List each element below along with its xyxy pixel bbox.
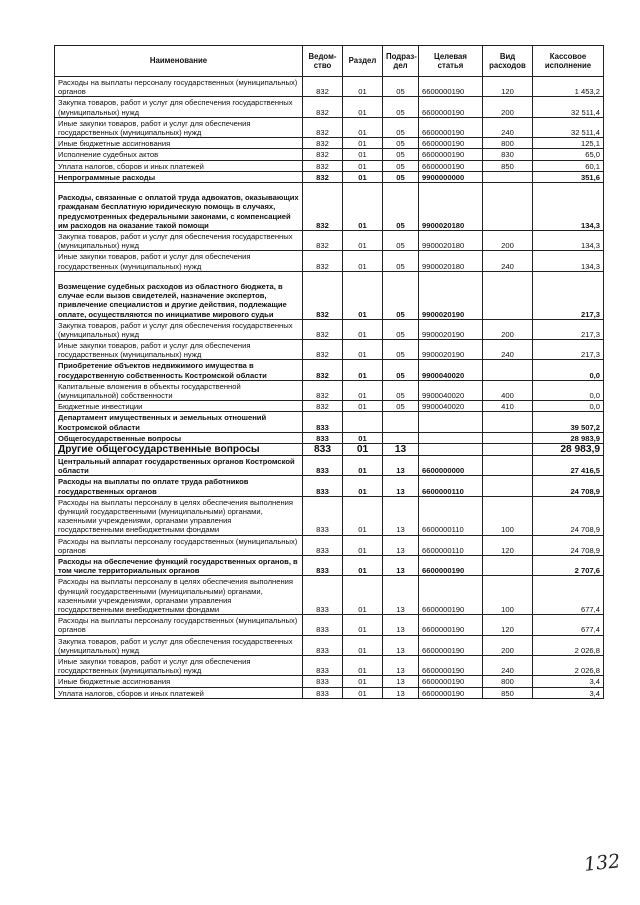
cell-celevaya-statya: 6600000190 — [419, 138, 483, 149]
cell-celevaya-statya: 6600000190 — [419, 160, 483, 171]
cell-celevaya-statya — [419, 432, 483, 443]
cell-razdel: 01 — [343, 271, 383, 319]
cell-podrazdel: 13 — [383, 444, 419, 456]
cell-kassovoe-ispolnenie: 217,3 — [533, 319, 604, 339]
cell-razdel: 01 — [343, 556, 383, 576]
cell-celevaya-statya: 9900020180 — [419, 182, 483, 230]
cell-name: Уплата налогов, сборов и иных платежей — [55, 687, 303, 698]
cell-name: Центральный аппарат государственных органов Костромской области — [55, 456, 303, 476]
cell-vedomstvo: 832 — [303, 182, 343, 230]
cell-razdel: 01 — [343, 251, 383, 271]
cell-vid-raskhodov: 800 — [483, 138, 533, 149]
table-row — [55, 496, 604, 535]
table-row — [55, 271, 604, 319]
table-row — [55, 615, 604, 635]
cell-vid-raskhodov: 830 — [483, 149, 533, 160]
table-row — [55, 444, 604, 456]
cell-razdel: 01 — [343, 360, 383, 380]
table-row — [55, 182, 604, 230]
cell-name: Непрограммные расходы — [55, 171, 303, 182]
cell-vid-raskhodov: 200 — [483, 635, 533, 655]
table-row — [55, 97, 604, 117]
table-row — [55, 380, 604, 400]
cell-razdel — [343, 412, 383, 432]
cell-razdel: 01 — [343, 456, 383, 476]
cell-podrazdel: 05 — [383, 319, 419, 339]
cell-vedomstvo: 833 — [303, 687, 343, 698]
cell-celevaya-statya: 9900020190 — [419, 271, 483, 319]
table-row — [55, 432, 604, 443]
cell-vedomstvo: 833 — [303, 456, 343, 476]
cell-podrazdel: 13 — [383, 676, 419, 687]
table-row — [55, 556, 604, 576]
cell-vid-raskhodov: 400 — [483, 380, 533, 400]
cell-razdel: 01 — [343, 576, 383, 615]
cell-celevaya-statya: 6600000190 — [419, 149, 483, 160]
cell-name: Уплата налогов, сборов и иных платежей — [55, 160, 303, 171]
cell-vid-raskhodov — [483, 432, 533, 443]
cell-razdel: 01 — [343, 117, 383, 137]
header-razdel: Раздел — [343, 46, 383, 77]
cell-name: Закупка товаров, работ и услуг для обеспечения государственных (муниципальных) нужд — [55, 97, 303, 117]
cell-podrazdel: 13 — [383, 476, 419, 496]
table-row — [55, 171, 604, 182]
cell-vid-raskhodov — [483, 182, 533, 230]
cell-podrazdel: 05 — [383, 117, 419, 137]
cell-vedomstvo: 832 — [303, 230, 343, 250]
cell-razdel: 01 — [343, 230, 383, 250]
cell-name: Расходы на выплаты персоналу государственных (муниципальных) органов — [55, 615, 303, 635]
cell-vid-raskhodov: 240 — [483, 655, 533, 675]
cell-kassovoe-ispolnenie: 60,1 — [533, 160, 604, 171]
cell-kassovoe-ispolnenie: 3,4 — [533, 676, 604, 687]
cell-kassovoe-ispolnenie: 27 416,5 — [533, 456, 604, 476]
cell-celevaya-statya: 6600000190 — [419, 635, 483, 655]
cell-name: Иные бюджетные ассигнования — [55, 138, 303, 149]
cell-vedomstvo: 833 — [303, 576, 343, 615]
cell-vid-raskhodov — [483, 360, 533, 380]
cell-name: Иные закупки товаров, работ и услуг для обеспечения государственных (муниципальных) нужд — [55, 251, 303, 271]
cell-vedomstvo: 833 — [303, 676, 343, 687]
cell-razdel: 01 — [343, 615, 383, 635]
cell-podrazdel: 13 — [383, 496, 419, 535]
cell-celevaya-statya: 6600000110 — [419, 496, 483, 535]
cell-kassovoe-ispolnenie: 134,3 — [533, 230, 604, 250]
cell-celevaya-statya: 9900040020 — [419, 360, 483, 380]
cell-razdel: 01 — [343, 160, 383, 171]
cell-razdel: 01 — [343, 676, 383, 687]
cell-vedomstvo: 832 — [303, 149, 343, 160]
header-kassovoe-ispolnenie: Кассовое исполнение — [533, 46, 604, 77]
cell-vid-raskhodov: 120 — [483, 615, 533, 635]
cell-name: Закупка товаров, работ и услуг для обеспечения государственных (муниципальных) нужд — [55, 230, 303, 250]
cell-vid-raskhodov: 800 — [483, 676, 533, 687]
cell-celevaya-statya: 6600000190 — [419, 576, 483, 615]
cell-kassovoe-ispolnenie: 32 511,4 — [533, 117, 604, 137]
cell-razdel: 01 — [343, 535, 383, 555]
cell-celevaya-statya: 6600000190 — [419, 687, 483, 698]
cell-kassovoe-ispolnenie: 28 983,9 — [533, 444, 604, 456]
cell-razdel: 01 — [343, 171, 383, 182]
cell-podrazdel: 05 — [383, 340, 419, 360]
cell-podrazdel: 05 — [383, 251, 419, 271]
cell-kassovoe-ispolnenie: 134,3 — [533, 182, 604, 230]
cell-podrazdel: 05 — [383, 77, 419, 97]
table-row — [55, 687, 604, 698]
table-row — [55, 117, 604, 137]
cell-name: Исполнение судебных актов — [55, 149, 303, 160]
cell-celevaya-statya: 6600000190 — [419, 655, 483, 675]
cell-celevaya-statya: 9900040020 — [419, 380, 483, 400]
cell-name: Расходы на выплаты персоналу в целях обеспечения выполнения функций государственными (муниципальными) органами, казенными учреждениями, органами управления государственными внебюджетными фондами — [55, 496, 303, 535]
table-row — [55, 655, 604, 675]
cell-podrazdel: 05 — [383, 138, 419, 149]
cell-kassovoe-ispolnenie: 3,4 — [533, 687, 604, 698]
cell-razdel: 01 — [343, 182, 383, 230]
cell-vid-raskhodov: 240 — [483, 340, 533, 360]
cell-kassovoe-ispolnenie: 39 507,2 — [533, 412, 604, 432]
cell-razdel: 01 — [343, 77, 383, 97]
cell-vedomstvo: 832 — [303, 97, 343, 117]
cell-razdel: 01 — [343, 97, 383, 117]
cell-razdel: 01 — [343, 401, 383, 412]
cell-podrazdel: 05 — [383, 149, 419, 160]
cell-kassovoe-ispolnenie: 677,4 — [533, 576, 604, 615]
cell-celevaya-statya: 6600000110 — [419, 476, 483, 496]
table-header-row — [55, 46, 604, 77]
table-row — [55, 360, 604, 380]
cell-razdel: 01 — [343, 444, 383, 456]
cell-celevaya-statya: 6600000190 — [419, 77, 483, 97]
table-row — [55, 456, 604, 476]
cell-celevaya-statya: 9900020190 — [419, 340, 483, 360]
cell-vid-raskhodov: 100 — [483, 576, 533, 615]
cell-name: Бюджетные инвестиции — [55, 401, 303, 412]
page-number: 132 — [582, 850, 622, 876]
cell-vedomstvo: 833 — [303, 444, 343, 456]
cell-name: Приобретение объектов недвижимого имущества в государственную собственность Костромской области — [55, 360, 303, 380]
cell-podrazdel: 05 — [383, 182, 419, 230]
cell-celevaya-statya: 6600000190 — [419, 556, 483, 576]
table-row — [55, 149, 604, 160]
cell-vedomstvo: 832 — [303, 117, 343, 137]
table-row — [55, 160, 604, 171]
table-row — [55, 230, 604, 250]
cell-celevaya-statya: 9900020190 — [419, 319, 483, 339]
cell-name: Иные закупки товаров, работ и услуг для обеспечения государственных (муниципальных) нужд — [55, 340, 303, 360]
cell-podrazdel: 13 — [383, 556, 419, 576]
cell-name: Департамент имущественных и земельных отношений Костромской области — [55, 412, 303, 432]
cell-kassovoe-ispolnenie: 125,1 — [533, 138, 604, 149]
cell-vid-raskhodov: 120 — [483, 77, 533, 97]
cell-razdel: 01 — [343, 655, 383, 675]
cell-podrazdel: 05 — [383, 230, 419, 250]
cell-vedomstvo: 832 — [303, 360, 343, 380]
cell-name: Расходы на выплаты персоналу государственных (муниципальных) органов — [55, 77, 303, 97]
cell-celevaya-statya: 6600000000 — [419, 456, 483, 476]
header-name: Наименование — [55, 46, 303, 77]
cell-vid-raskhodov: 200 — [483, 230, 533, 250]
table-row — [55, 401, 604, 412]
cell-kassovoe-ispolnenie: 0,0 — [533, 380, 604, 400]
cell-kassovoe-ispolnenie: 134,3 — [533, 251, 604, 271]
table-row — [55, 676, 604, 687]
cell-kassovoe-ispolnenie: 2 026,8 — [533, 635, 604, 655]
cell-kassovoe-ispolnenie: 24 708,9 — [533, 496, 604, 535]
cell-vid-raskhodov: 240 — [483, 251, 533, 271]
cell-vid-raskhodov — [483, 456, 533, 476]
cell-podrazdel: 13 — [383, 615, 419, 635]
table-row — [55, 576, 604, 615]
cell-vedomstvo: 832 — [303, 251, 343, 271]
cell-name: Капитальные вложения в объекты государственной (муниципальной) собственности — [55, 380, 303, 400]
cell-razdel: 01 — [343, 149, 383, 160]
cell-kassovoe-ispolnenie: 24 708,9 — [533, 476, 604, 496]
cell-vid-raskhodov: 100 — [483, 496, 533, 535]
cell-vedomstvo: 833 — [303, 412, 343, 432]
cell-kassovoe-ispolnenie: 217,3 — [533, 340, 604, 360]
cell-podrazdel — [383, 432, 419, 443]
cell-celevaya-statya: 6600000190 — [419, 117, 483, 137]
cell-vid-raskhodov: 410 — [483, 401, 533, 412]
cell-vid-raskhodov — [483, 271, 533, 319]
cell-vid-raskhodov — [483, 476, 533, 496]
cell-vedomstvo: 832 — [303, 319, 343, 339]
budget-table — [54, 45, 604, 699]
cell-celevaya-statya: 9900020180 — [419, 230, 483, 250]
cell-vedomstvo: 833 — [303, 556, 343, 576]
cell-celevaya-statya — [419, 412, 483, 432]
cell-kassovoe-ispolnenie: 351,6 — [533, 171, 604, 182]
cell-vedomstvo: 832 — [303, 271, 343, 319]
cell-vedomstvo: 832 — [303, 401, 343, 412]
cell-name: Закупка товаров, работ и услуг для обеспечения государственных (муниципальных) нужд — [55, 319, 303, 339]
cell-vid-raskhodov — [483, 412, 533, 432]
cell-kassovoe-ispolnenie: 1 453,2 — [533, 77, 604, 97]
cell-vid-raskhodov — [483, 556, 533, 576]
cell-kassovoe-ispolnenie: 217,3 — [533, 271, 604, 319]
cell-name: Общегосударственные вопросы — [55, 432, 303, 443]
cell-vedomstvo: 832 — [303, 340, 343, 360]
cell-vedomstvo: 833 — [303, 496, 343, 535]
cell-vedomstvo: 833 — [303, 432, 343, 443]
cell-name: Иные бюджетные ассигнования — [55, 676, 303, 687]
cell-name: Расходы, связанные с оплатой труда адвокатов, оказывающих гражданам бесплатную юридическую помощь в случаях, предусмотренных федеральными законами, с компенсацией им расходов на оказание такой помощи — [55, 182, 303, 230]
cell-razdel: 01 — [343, 432, 383, 443]
cell-celevaya-statya: 9900040020 — [419, 401, 483, 412]
cell-celevaya-statya: 6600000190 — [419, 615, 483, 635]
cell-kassovoe-ispolnenie: 0,0 — [533, 401, 604, 412]
cell-kassovoe-ispolnenie: 24 708,9 — [533, 535, 604, 555]
cell-razdel: 01 — [343, 635, 383, 655]
cell-vid-raskhodov — [483, 171, 533, 182]
table-row — [55, 535, 604, 555]
cell-podrazdel: 13 — [383, 655, 419, 675]
cell-podrazdel: 05 — [383, 97, 419, 117]
cell-vid-raskhodov: 120 — [483, 535, 533, 555]
cell-name: Расходы на выплаты персоналу государственных (муниципальных) органов — [55, 535, 303, 555]
header-celevaya-statya: Целевая статья — [419, 46, 483, 77]
cell-kassovoe-ispolnenie: 2 707,6 — [533, 556, 604, 576]
cell-podrazdel: 13 — [383, 456, 419, 476]
cell-vedomstvo: 833 — [303, 535, 343, 555]
header-vedomstvo: Ведом-ство — [303, 46, 343, 77]
cell-vid-raskhodov — [483, 444, 533, 456]
cell-podrazdel: 13 — [383, 576, 419, 615]
cell-kassovoe-ispolnenie: 0,0 — [533, 360, 604, 380]
cell-podrazdel: 13 — [383, 635, 419, 655]
cell-kassovoe-ispolnenie: 677,4 — [533, 615, 604, 635]
cell-vedomstvo: 832 — [303, 171, 343, 182]
table-row — [55, 251, 604, 271]
cell-name: Другие общегосударственные вопросы — [55, 444, 303, 456]
cell-name: Иные закупки товаров, работ и услуг для обеспечения государственных (муниципальных) нужд — [55, 117, 303, 137]
cell-razdel: 01 — [343, 687, 383, 698]
table-row — [55, 138, 604, 149]
table-row — [55, 77, 604, 97]
cell-name: Расходы на выплаты по оплате труда работников государственных органов — [55, 476, 303, 496]
cell-podrazdel: 05 — [383, 360, 419, 380]
table-body — [55, 77, 604, 699]
cell-podrazdel: 13 — [383, 687, 419, 698]
cell-razdel: 01 — [343, 138, 383, 149]
cell-name: Расходы на обеспечение функций государственных органов, в том числе территориальных органов — [55, 556, 303, 576]
table-row — [55, 635, 604, 655]
cell-podrazdel: 05 — [383, 401, 419, 412]
cell-kassovoe-ispolnenie: 65,0 — [533, 149, 604, 160]
cell-vid-raskhodov: 200 — [483, 319, 533, 339]
table-row — [55, 476, 604, 496]
cell-name: Расходы на выплаты персоналу в целях обеспечения выполнения функций государственными (муниципальными) органами, казенными учреждениями, органами управления государственными внебюджетными фондами — [55, 576, 303, 615]
cell-podrazdel — [383, 412, 419, 432]
cell-razdel: 01 — [343, 496, 383, 535]
cell-podrazdel: 05 — [383, 160, 419, 171]
table-row — [55, 319, 604, 339]
table-row — [55, 412, 604, 432]
cell-vedomstvo: 833 — [303, 615, 343, 635]
header-podrazdel: Подраз-дел — [383, 46, 419, 77]
cell-vedomstvo: 832 — [303, 77, 343, 97]
cell-celevaya-statya: 9900000000 — [419, 171, 483, 182]
header-vid-raskhodov: Вид расходов — [483, 46, 533, 77]
cell-vid-raskhodov: 200 — [483, 97, 533, 117]
cell-celevaya-statya: 6600000190 — [419, 97, 483, 117]
cell-razdel: 01 — [343, 380, 383, 400]
cell-celevaya-statya: 6600000190 — [419, 676, 483, 687]
cell-vedomstvo: 833 — [303, 635, 343, 655]
cell-razdel: 01 — [343, 476, 383, 496]
cell-podrazdel: 05 — [383, 171, 419, 182]
cell-podrazdel: 13 — [383, 535, 419, 555]
table-row — [55, 340, 604, 360]
cell-vedomstvo: 832 — [303, 160, 343, 171]
budget-table-sheet — [54, 45, 604, 699]
cell-podrazdel: 05 — [383, 271, 419, 319]
cell-podrazdel: 05 — [383, 380, 419, 400]
cell-vid-raskhodov: 850 — [483, 160, 533, 171]
cell-vedomstvo: 832 — [303, 138, 343, 149]
cell-name: Возмещение судебных расходов из областного бюджета, в случае если вызов свидетелей, назначение экспертов, привлечение специалистов и другие действия, подлежащие оплате, осуществляются по инициативе мирового судьи — [55, 271, 303, 319]
cell-vid-raskhodov: 240 — [483, 117, 533, 137]
cell-celevaya-statya — [419, 444, 483, 456]
cell-celevaya-statya: 6600000110 — [419, 535, 483, 555]
cell-razdel: 01 — [343, 340, 383, 360]
cell-vedomstvo: 832 — [303, 380, 343, 400]
cell-vedomstvo: 833 — [303, 655, 343, 675]
cell-name: Иные закупки товаров, работ и услуг для обеспечения государственных (муниципальных) нужд — [55, 655, 303, 675]
cell-razdel: 01 — [343, 319, 383, 339]
cell-name: Закупка товаров, работ и услуг для обеспечения государственных (муниципальных) нужд — [55, 635, 303, 655]
cell-kassovoe-ispolnenie: 28 983,9 — [533, 432, 604, 443]
cell-kassovoe-ispolnenie: 32 511,4 — [533, 97, 604, 117]
cell-vedomstvo: 833 — [303, 476, 343, 496]
cell-celevaya-statya: 9900020180 — [419, 251, 483, 271]
cell-kassovoe-ispolnenie: 2 026,8 — [533, 655, 604, 675]
cell-vid-raskhodov: 850 — [483, 687, 533, 698]
